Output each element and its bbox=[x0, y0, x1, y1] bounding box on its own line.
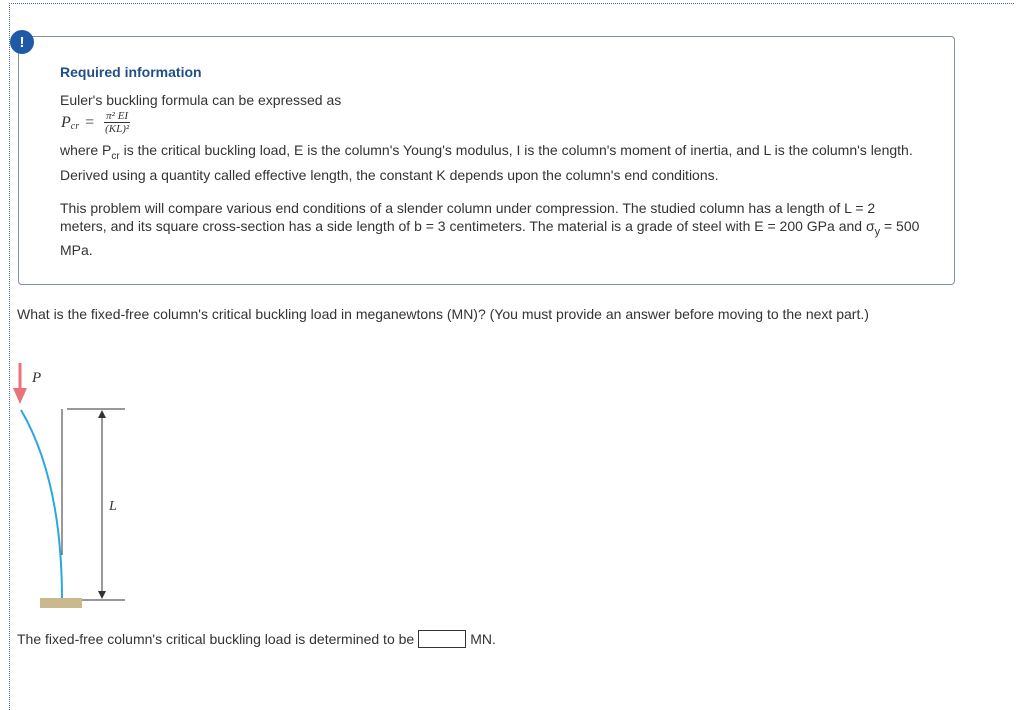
column-diagram bbox=[12, 360, 142, 620]
problem-end: = 500 MPa. bbox=[60, 218, 920, 258]
answer-line bbox=[17, 630, 496, 648]
frame-top-border bbox=[9, 3, 1014, 4]
formula-lhs: P bbox=[61, 113, 71, 131]
info-definitions bbox=[60, 141, 920, 184]
problem-sub: y bbox=[874, 225, 881, 238]
answer-prefix: The fixed-free column's critical buckling load is determined to be bbox=[17, 631, 415, 647]
frame-left-border bbox=[9, 3, 10, 710]
length-label: L bbox=[109, 499, 117, 514]
required-info-box bbox=[18, 36, 955, 285]
formula-fraction bbox=[104, 110, 130, 135]
definitions-start: where P bbox=[60, 142, 112, 158]
dimension-arrow-top bbox=[98, 410, 106, 418]
answer-unit: MN. bbox=[470, 631, 496, 647]
dimension-arrow-bottom bbox=[98, 591, 106, 599]
formula-numerator: π² EI bbox=[106, 110, 129, 122]
definitions-rest: is the critical buckling load, E is the column's Young's modulus, I is the column's moment of inertia, and L is the column's length. Derived using a quantity called effective length, the constant K depends upon the column's end conditions. bbox=[60, 142, 913, 183]
info-problem bbox=[60, 199, 920, 259]
answer-input[interactable] bbox=[418, 630, 466, 648]
problem-text: This problem will compare various end conditions of a slender column under compression. The studied column has a length of L = 2 meters, and its square cross-section has a side length of b = 3 centimeters. The material is a grade of steel with E = 200 GPa and σ bbox=[60, 200, 876, 234]
formula-equals: = bbox=[85, 113, 95, 131]
formula-denominator: (KL)² bbox=[105, 123, 130, 135]
info-title: Required information bbox=[60, 64, 202, 80]
definitions-sub: cr bbox=[111, 150, 120, 162]
buckled-column bbox=[21, 410, 62, 600]
info-intro: Euler's buckling formula can be expressed as bbox=[60, 92, 342, 108]
load-arrow-head bbox=[13, 388, 27, 404]
load-label: P bbox=[32, 370, 42, 386]
fixed-base bbox=[40, 598, 82, 608]
formula-lhs-sub: cr bbox=[70, 121, 80, 132]
euler-formula bbox=[61, 110, 130, 135]
question-text: What is the fixed-free column's critical buckling load in meganewtons (MN)? (You must provide an answer before moving to the next part.) bbox=[17, 306, 869, 322]
exclamation-icon: ! bbox=[10, 30, 34, 54]
